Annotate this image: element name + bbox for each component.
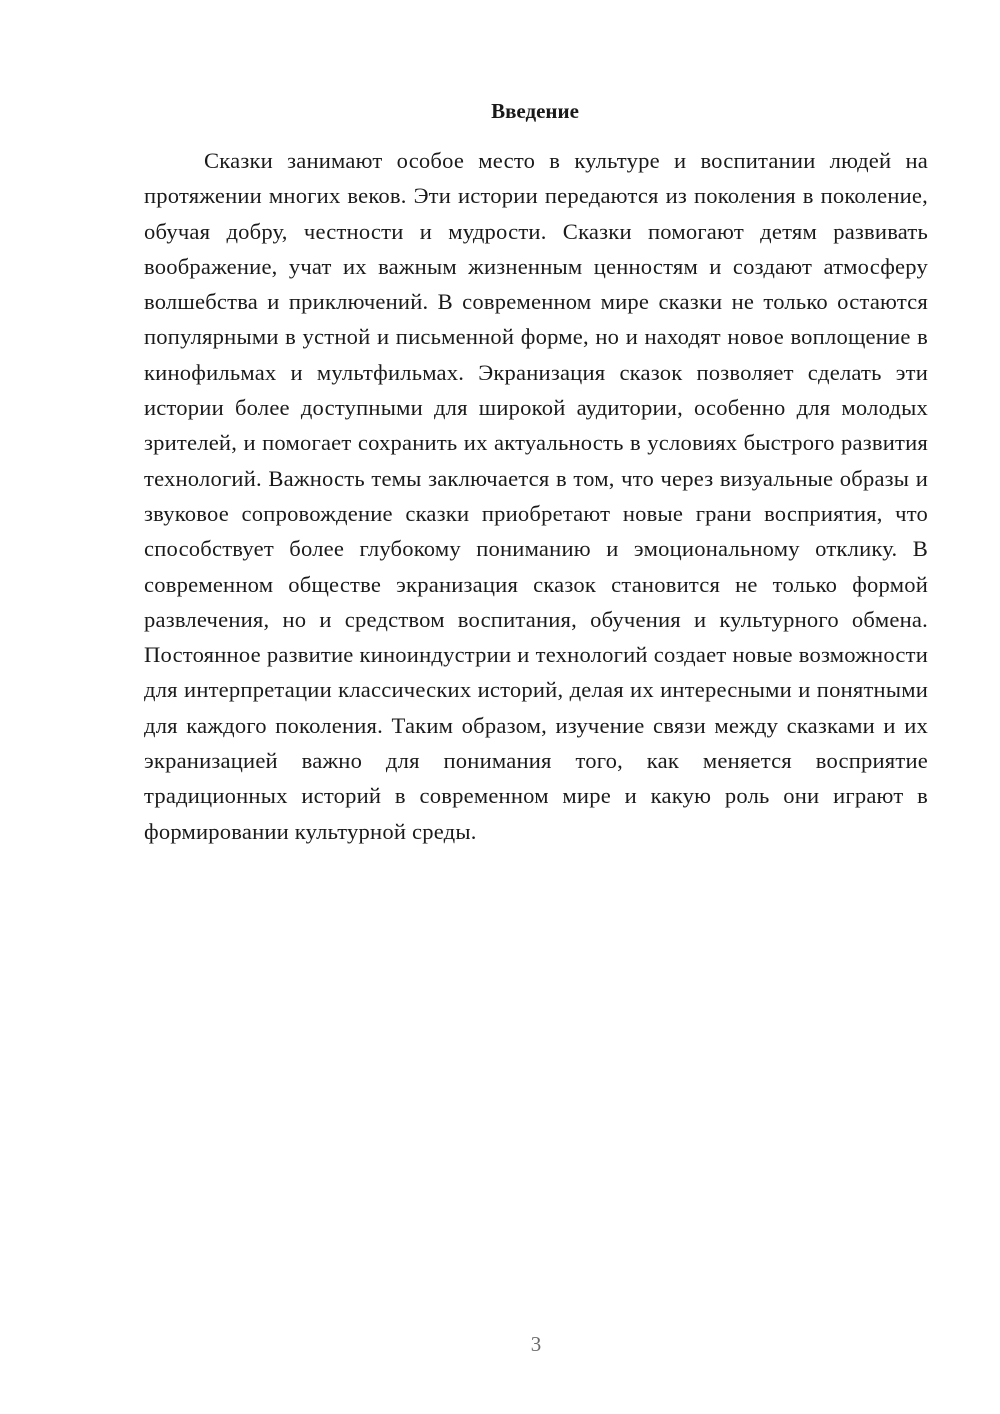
page-number: 3 xyxy=(530,1332,542,1356)
section-heading: Введение xyxy=(491,99,579,123)
body-paragraph: Сказки занимают особое место в культуре и воспитании людей на протяжении многих веков. Эти истории передаются из поколения в поколение, обучая добру, честности и мудрости. Сказки помогают детям развивать воображение, учат их важным жизненным ценностям и создают атмосферу волшебства и приключений. В современном мире сказки не только остаются популярными в устной и письменной форме, но и находят новое воплощение в кинофильмах и мультфильмах. Экранизация сказок позволяет сделать эти истории более доступными для широкой аудитории, особенно для молодых зрителей, и помогает сохранить их актуальность в условиях быстрого развития технологий. Важность темы заключается в том, что через визуальные образы и звуковое сопровождение сказки приобретают новые грани восприятия, что способствует более глубокому пониманию и эмоциональному отклику. В современном обществе экранизация сказок становится не только формой развлечения, но и средством воспитания, обучения и культурного обмена. Постоянное развитие киноиндустрии и технологий создает новые возможности для интерпретации классических историй, делая их интересными и понятными для каждого поколения. Таким образом, изучение связи между сказками и их экранизацией важно для понимания того, как меняется восприятие традиционных историй в современном мире и какую роль они играют в формировании культурной среды. xyxy=(144,148,928,844)
